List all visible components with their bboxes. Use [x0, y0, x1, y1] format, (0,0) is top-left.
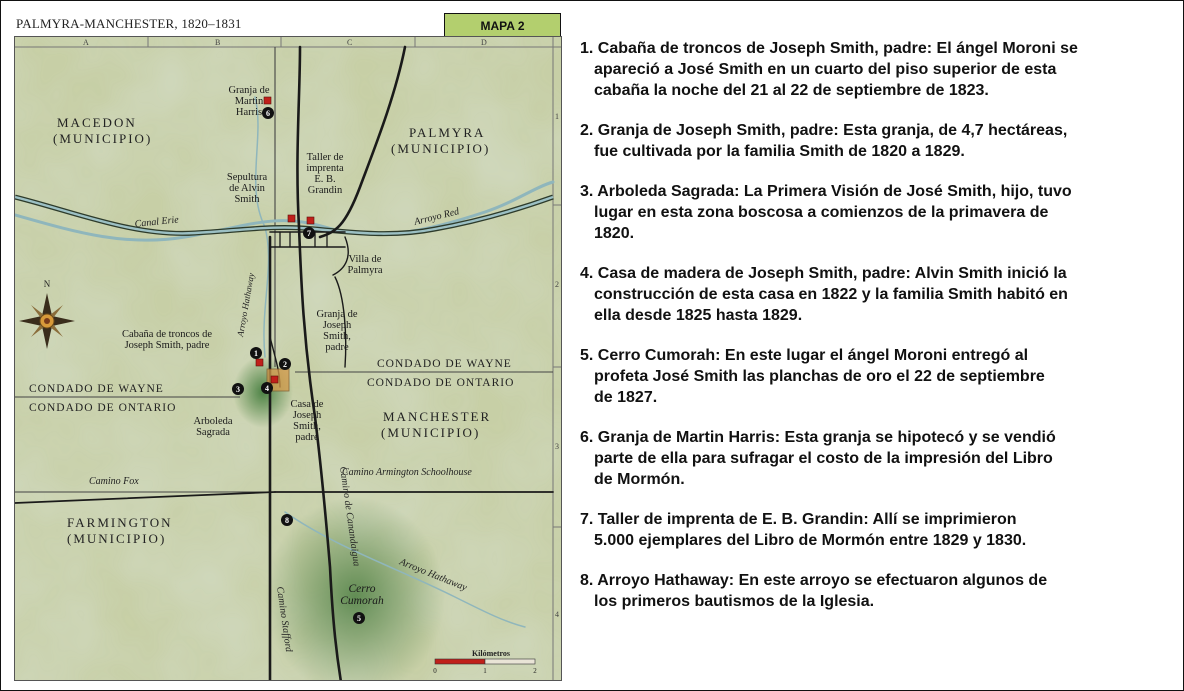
region-farmington-name: FARMINGTON	[67, 515, 173, 530]
label-harris-3: Harris	[235, 107, 263, 118]
legend-item-6	[580, 427, 1170, 490]
legend-item-1-line-1: apareció a José Smith en un cuarto del piso superior de esta	[594, 61, 1057, 78]
label-village-2: Palmyra	[347, 265, 383, 276]
marker-1	[250, 347, 262, 359]
svg-text:2: 2	[283, 360, 287, 369]
county-ontario-east: CONDADO DE ONTARIO	[367, 377, 515, 389]
legend-item-5-line-1: profeta José Smith las planchas de oro el 22 de septiembre	[594, 368, 1045, 385]
log-cabin-site	[256, 359, 263, 366]
marker-5	[353, 612, 365, 624]
region-manchester-name: MANCHESTER	[383, 409, 492, 424]
label-farm-2: Joseph	[322, 320, 352, 331]
region-farmington-type: (MUNICIPIO)	[67, 531, 167, 546]
grid-col-a: A	[83, 38, 89, 47]
legend-item-5	[580, 345, 1170, 408]
map-badge: MAPA 2	[444, 13, 561, 37]
label-canandaigua-road: Camino de Canandaigua	[337, 465, 362, 568]
legend-item-3	[580, 181, 1170, 244]
svg-text:3: 3	[236, 385, 240, 394]
label-cumorah-2: Cumorah	[340, 595, 384, 607]
grid-row-1: 1	[555, 112, 559, 121]
marker-3	[232, 383, 244, 395]
legend-item-7-title: 7. Taller de imprenta de E. B. Grandin: Allí se imprimieron	[580, 511, 1017, 528]
region-palmyra-type: (MUNICIPIO)	[391, 141, 491, 156]
county-wayne-east: CONDADO DE WAYNE	[377, 358, 512, 370]
label-farm-1: Granja de	[316, 309, 358, 320]
marker-7	[303, 227, 315, 239]
grid-col-d: D	[481, 38, 487, 47]
marker-2	[279, 358, 291, 370]
legend-item-8-title: 8. Arroyo Hathaway: En este arroyo se efectuaron algunos de	[580, 572, 1048, 589]
label-grandin-1: Taller de	[306, 152, 344, 163]
legend-item-6-line-1: parte de ella para sufragar el costo de la impresión del Libro	[594, 450, 1053, 467]
scale-tick-2: 2	[533, 667, 537, 675]
label-cabin-1: Cabaña de troncos de	[121, 329, 213, 340]
region-manchester-type: (MUNICIPIO)	[381, 425, 481, 440]
grid-row-3: 3	[555, 442, 559, 451]
scale-segment-2	[485, 659, 535, 664]
grid-col-b: B	[215, 38, 221, 47]
legend-item-7	[580, 509, 1170, 551]
legend-item-4	[580, 263, 1170, 326]
frame-house-site	[271, 376, 278, 383]
scale-segment-1	[435, 659, 485, 664]
label-harris-1: Granja de	[228, 85, 270, 96]
label-red-creek: Arroyo Red	[413, 206, 461, 228]
legend-item-3-line-1: lugar en esta zona boscosa a comienzos de la primavera de	[594, 204, 1049, 221]
county-ontario-west: CONDADO DE ONTARIO	[29, 402, 177, 414]
label-cumorah-1: Cerro	[348, 583, 376, 595]
label-house-2: Joseph	[292, 410, 322, 421]
marker-4	[261, 382, 273, 394]
label-armington-road: Camino Armington Schoolhouse	[342, 467, 472, 478]
map-panel	[14, 36, 562, 681]
legend-item-6-line-2: de Mormón.	[594, 471, 685, 488]
svg-text:6: 6	[266, 109, 270, 118]
label-cabin-2: Joseph Smith, padre	[124, 340, 210, 351]
alvin-grave-site	[288, 215, 295, 222]
legend-item-2-title: 2. Granja de Joseph Smith, padre: Esta granja, de 4,7 hectáreas,	[580, 122, 1068, 139]
legend-item-1-line-2: cabaña la noche del 21 al 22 de septiembre de 1823.	[594, 82, 989, 99]
legend-item-8	[580, 570, 1170, 612]
marker-8	[281, 514, 293, 526]
legend-item-4-line-2: ella desde 1825 hasta 1829.	[594, 307, 803, 324]
label-alvin-1: Sepultura	[226, 172, 268, 183]
label-village-1: Villa de	[348, 254, 382, 265]
svg-text:1: 1	[254, 349, 258, 358]
marker-6	[262, 107, 274, 119]
legend-item-5-title: 5. Cerro Cumorah: En este lugar el ángel Moroni entregó al	[580, 347, 1029, 364]
harris-farm-site	[264, 97, 271, 104]
label-grandin-2: imprenta	[306, 163, 344, 174]
county-wayne-west: CONDADO DE WAYNE	[29, 383, 164, 395]
legend-item-4-title: 4. Casa de madera de Joseph Smith, padre: Alvin Smith inició la	[580, 265, 1067, 282]
grid-col-c: C	[347, 38, 353, 47]
legend-item-7-line-1: 5.000 ejemplares del Libro de Mormón entre 1829 y 1830.	[594, 532, 1027, 549]
legend-list	[580, 38, 1170, 631]
map-svg	[15, 37, 562, 681]
label-house-3: Smith,	[293, 421, 321, 432]
svg-text:8: 8	[285, 516, 289, 525]
label-grove-2: Sagrada	[196, 427, 230, 438]
grid-row-2: 2	[555, 280, 559, 289]
scale-label: Kilómetros	[471, 649, 511, 658]
label-harris-2: Martin	[234, 96, 264, 107]
label-farm-3: Smith,	[323, 331, 351, 342]
label-house-4: padre	[295, 432, 319, 443]
legend-item-3-title: 3. Arboleda Sagrada: La Primera Visión de José Smith, hijo, tuvo	[580, 183, 1072, 200]
legend-item-3-line-2: 1820.	[594, 225, 635, 242]
legend-item-1-title: 1. Cabaña de troncos de Joseph Smith, padre: El ángel Moroni se	[580, 40, 1078, 57]
region-palmyra-name: PALMYRA	[409, 125, 486, 140]
scale-tick-1: 1	[483, 667, 487, 675]
legend-item-2	[580, 120, 1170, 162]
region-macedon-name: MACEDON	[57, 115, 137, 130]
legend-item-4-line-1: construcción de esta casa en 1822 y la familia Smith habitó en	[594, 286, 1068, 303]
label-stafford-road: Camino Stafford	[274, 585, 295, 653]
map-title: PALMYRA-MANCHESTER, 1820–1831	[16, 16, 242, 31]
label-hathaway-north: Arroyo Hathaway	[235, 272, 257, 338]
label-farm-4: padre	[325, 342, 349, 353]
label-alvin-3: Smith	[234, 194, 260, 205]
label-hathaway-south: Arroyo Hathaway	[397, 556, 469, 594]
grandin-shop-site	[307, 217, 314, 224]
label-grove-1: Arboleda	[193, 416, 233, 427]
svg-text:4: 4	[265, 384, 269, 393]
legend-item-5-line-2: de 1827.	[594, 389, 658, 406]
legend-item-8-line-1: los primeros bautismos de la Iglesia.	[594, 593, 875, 610]
svg-text:5: 5	[357, 614, 361, 623]
label-alvin-2: de Alvin	[229, 183, 265, 194]
scale-tick-0: 0	[433, 667, 437, 675]
grid-row-4: 4	[555, 610, 559, 619]
label-grandin-4: Grandin	[307, 185, 343, 196]
region-macedon-type: (MUNICIPIO)	[53, 131, 153, 146]
legend-item-6-title: 6. Granja de Martin Harris: Esta granja se hipotecó y se vendió	[580, 429, 1056, 446]
compass-north-label: N	[43, 279, 51, 289]
label-grandin-3: E. B.	[314, 174, 336, 185]
svg-text:7: 7	[307, 229, 311, 238]
label-fox-road: Camino Fox	[89, 476, 139, 487]
legend-item-1	[580, 38, 1170, 101]
label-house-1: Casa de	[290, 399, 324, 410]
label-erie-canal: Canal Erie	[134, 214, 180, 230]
legend-item-2-line-1: fue cultivada por la familia Smith de 1820 a 1829.	[594, 143, 965, 160]
